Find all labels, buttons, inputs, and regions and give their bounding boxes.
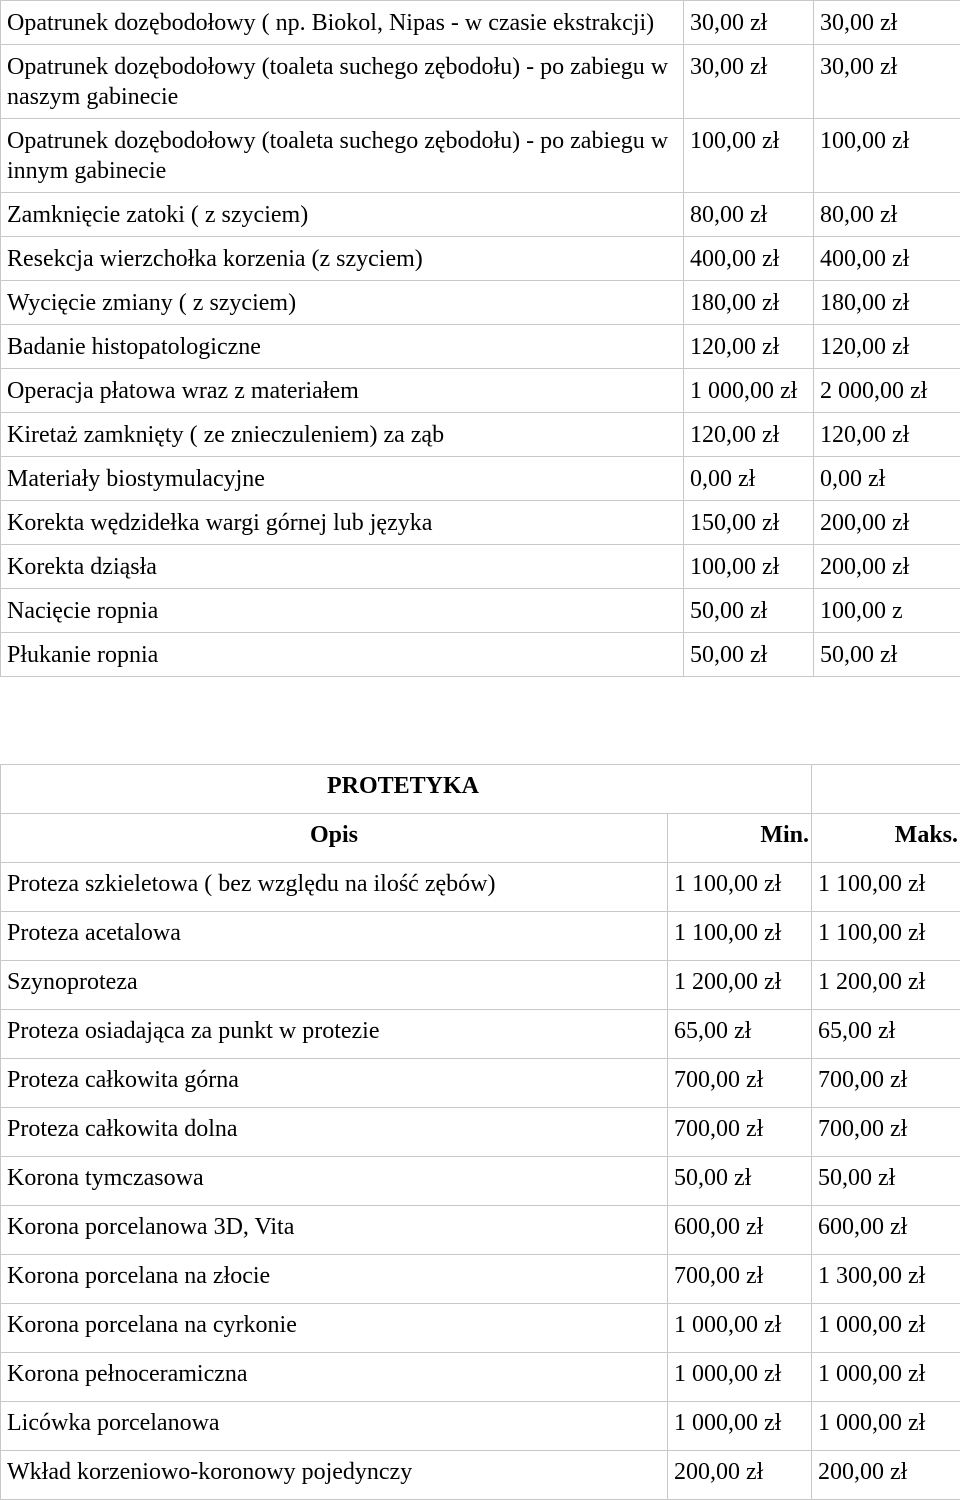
price-row <box>1 1402 960 1451</box>
service-name: Kiretaż zamknięty ( ze znieczuleniem) za ząb <box>1 413 684 457</box>
max-price: 700,00 zł <box>812 1059 960 1108</box>
min-price: 180,00 zł <box>684 281 814 325</box>
section-title: PROTETYKA <box>1 765 812 814</box>
min-price: 50,00 zł <box>684 633 814 677</box>
service-name: Opatrunek dozębodołowy (toaleta suchego zębodołu) - po zabiegu w innym gabinecie <box>1 119 684 193</box>
min-price: 600,00 zł <box>668 1206 812 1255</box>
price-row <box>1 1451 960 1500</box>
section-title-row <box>1 765 960 814</box>
price-row <box>1 1304 960 1353</box>
max-price: 1 100,00 zł <box>812 912 960 961</box>
service-name: Korekta dziąsła <box>1 545 684 589</box>
price-row <box>1 1059 960 1108</box>
price-row <box>1 1206 960 1255</box>
service-name: Korona porcelana na cyrkonie <box>1 1304 668 1353</box>
min-price: 1 000,00 zł <box>668 1353 812 1402</box>
max-price: 0,00 zł <box>814 457 960 501</box>
header-row <box>1 814 960 863</box>
min-price: 50,00 zł <box>684 589 814 633</box>
service-name: Wkład korzeniowo-koronowy pojedynczy <box>1 1451 668 1500</box>
max-price: 120,00 zł <box>814 325 960 369</box>
price-row <box>1 237 960 281</box>
min-price: 200,00 zł <box>668 1451 812 1500</box>
min-price: 700,00 zł <box>668 1255 812 1304</box>
service-name: Nacięcie ropnia <box>1 589 684 633</box>
max-price: 100,00 z <box>814 589 960 633</box>
min-price: 150,00 zł <box>684 501 814 545</box>
max-price: 65,00 zł <box>812 1010 960 1059</box>
max-price: 50,00 zł <box>814 633 960 677</box>
service-name: Korona tymczasowa <box>1 1157 668 1206</box>
price-row <box>1 369 960 413</box>
service-name: Badanie histopatologiczne <box>1 325 684 369</box>
min-price: 0,00 zł <box>684 457 814 501</box>
price-row <box>1 119 960 193</box>
max-price: 80,00 zł <box>814 193 960 237</box>
min-price: 30,00 zł <box>684 45 814 119</box>
header-max: Maks. <box>812 814 960 863</box>
min-price: 65,00 zł <box>668 1010 812 1059</box>
max-price: 400,00 zł <box>814 237 960 281</box>
price-row <box>1 281 960 325</box>
service-name: Proteza całkowita górna <box>1 1059 668 1108</box>
max-price: 30,00 zł <box>814 45 960 119</box>
max-price: 200,00 zł <box>814 545 960 589</box>
header-description: Opis <box>1 814 668 863</box>
service-name: Operacja płatowa wraz z materiałem <box>1 369 684 413</box>
min-price: 30,00 zł <box>684 1 814 45</box>
price-row <box>1 961 960 1010</box>
min-price: 1 000,00 zł <box>668 1304 812 1353</box>
min-price: 400,00 zł <box>684 237 814 281</box>
price-row <box>1 413 960 457</box>
section-title-spacer <box>812 765 960 814</box>
price-row <box>1 501 960 545</box>
min-price: 120,00 zł <box>684 413 814 457</box>
price-row <box>1 1108 960 1157</box>
price-row <box>1 325 960 369</box>
service-name: Materiały biostymulacyjne <box>1 457 684 501</box>
price-row <box>1 633 960 677</box>
price-row <box>1 457 960 501</box>
max-price: 120,00 zł <box>814 413 960 457</box>
price-row <box>1 1353 960 1402</box>
service-name: Korona porcelanowa 3D, Vita <box>1 1206 668 1255</box>
price-row <box>1 912 960 961</box>
max-price: 200,00 zł <box>814 501 960 545</box>
max-price: 50,00 zł <box>812 1157 960 1206</box>
min-price: 700,00 zł <box>668 1108 812 1157</box>
min-price: 1 200,00 zł <box>668 961 812 1010</box>
max-price: 30,00 zł <box>814 1 960 45</box>
surgery-price-table <box>0 0 960 677</box>
surgery-price-table-body <box>1 1 960 677</box>
max-price: 1 300,00 zł <box>812 1255 960 1304</box>
min-price: 100,00 zł <box>684 545 814 589</box>
price-row <box>1 45 960 119</box>
max-price: 600,00 zł <box>812 1206 960 1255</box>
max-price: 2 000,00 zł <box>814 369 960 413</box>
header-min: Min. <box>668 814 812 863</box>
price-row <box>1 1255 960 1304</box>
service-name: Zamknięcie zatoki ( z szyciem) <box>1 193 684 237</box>
max-price: 100,00 zł <box>814 119 960 193</box>
price-row <box>1 1010 960 1059</box>
service-name: Szynoproteza <box>1 961 668 1010</box>
price-row <box>1 863 960 912</box>
min-price: 100,00 zł <box>684 119 814 193</box>
min-price: 50,00 zł <box>668 1157 812 1206</box>
prosthetics-price-table-body <box>1 765 960 1500</box>
service-name: Korekta wędzidełka wargi górnej lub języka <box>1 501 684 545</box>
service-name: Opatrunek dozębodołowy (toaleta suchego zębodołu) - po zabiegu w naszym gabinecie <box>1 45 684 119</box>
service-name: Wycięcie zmiany ( z szyciem) <box>1 281 684 325</box>
price-row <box>1 545 960 589</box>
service-name: Resekcja wierzchołka korzenia (z szyciem) <box>1 237 684 281</box>
service-name: Proteza acetalowa <box>1 912 668 961</box>
max-price: 1 000,00 zł <box>812 1402 960 1451</box>
service-name: Opatrunek dozębodołowy ( np. Biokol, Nipas - w czasie ekstrakcji) <box>1 1 684 45</box>
service-name: Proteza osiadająca za punkt w protezie <box>1 1010 668 1059</box>
min-price: 80,00 zł <box>684 193 814 237</box>
min-price: 1 000,00 zł <box>668 1402 812 1451</box>
prosthetics-price-table <box>0 764 960 1500</box>
min-price: 1 100,00 zł <box>668 912 812 961</box>
price-row <box>1 589 960 633</box>
service-name: Płukanie ropnia <box>1 633 684 677</box>
service-name: Korona porcelana na złocie <box>1 1255 668 1304</box>
price-row <box>1 1 960 45</box>
max-price: 1 000,00 zł <box>812 1353 960 1402</box>
price-row <box>1 1157 960 1206</box>
max-price: 200,00 zł <box>812 1451 960 1500</box>
max-price: 1 200,00 zł <box>812 961 960 1010</box>
price-row <box>1 193 960 237</box>
min-price: 700,00 zł <box>668 1059 812 1108</box>
max-price: 1 000,00 zł <box>812 1304 960 1353</box>
min-price: 120,00 zł <box>684 325 814 369</box>
max-price: 1 100,00 zł <box>812 863 960 912</box>
service-name: Licówka porcelanowa <box>1 1402 668 1451</box>
min-price: 1 100,00 zł <box>668 863 812 912</box>
max-price: 180,00 zł <box>814 281 960 325</box>
service-name: Proteza całkowita dolna <box>1 1108 668 1157</box>
service-name: Korona pełnoceramiczna <box>1 1353 668 1402</box>
service-name: Proteza szkieletowa ( bez względu na ilość zębów) <box>1 863 668 912</box>
max-price: 700,00 zł <box>812 1108 960 1157</box>
min-price: 1 000,00 zł <box>684 369 814 413</box>
